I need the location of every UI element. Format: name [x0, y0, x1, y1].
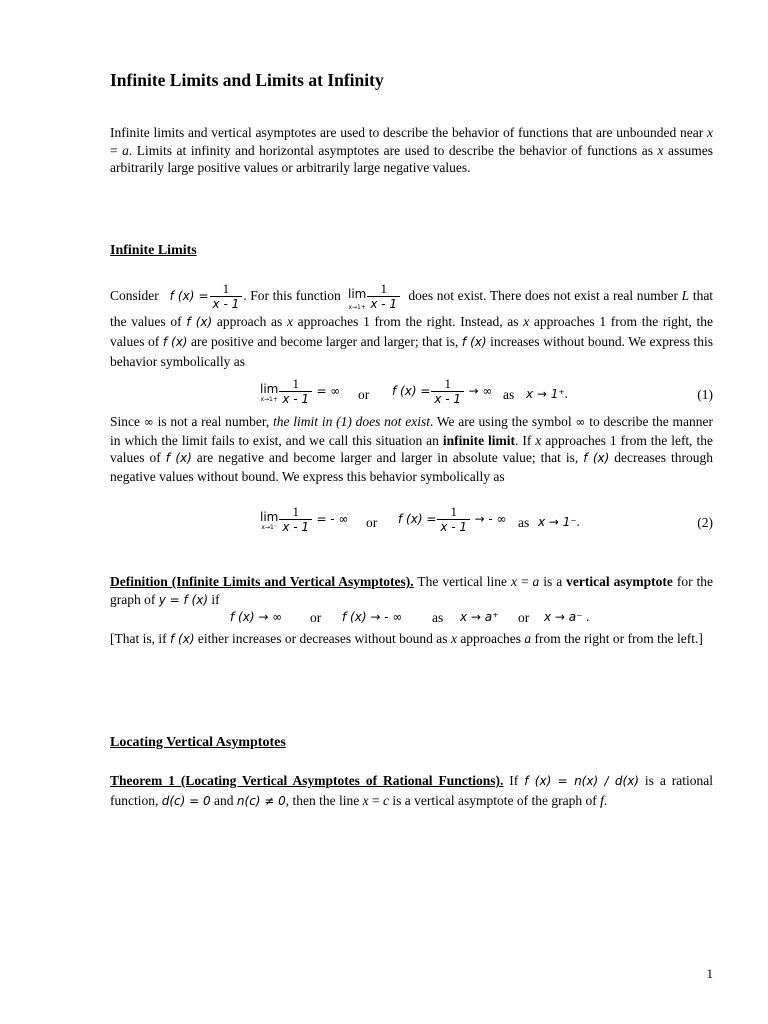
definition-conditions: f (x) → ∞ or f (x) → - ∞ as x → a⁺ or x → a⁻ .	[230, 610, 591, 625]
definition-note: [That is, if f (x) either increases or decreases without bound as x approaches a from the right or from the left.]	[110, 631, 703, 646]
infinite-limits-paragraph: Consider f (x) = $\frac{1}{x - 1}$ . For this function lim x→1+ $\frac{1}{x - 1}$ does not exist. There does not exist a real number L that the values of f (x) approach as x approaches 1 from the right. Instead, as x approaches 1 from the right, the values of f (x) are positive and become larger and larger; that is, f (x) increases without bound. We express this behavior symbolically as	[110, 281, 714, 369]
equation-2: lim x→1⁻ $\frac{1}{x - 1}$ = - ∞ or f (x) = $\frac{1}{x - 1}$ → - ∞ as x → 1⁻. (2)	[260, 504, 713, 534]
equation-1: lim x→1+ $\frac{1}{x - 1}$ = ∞ or f (x) = $\frac{1}{x - 1}$ → ∞ as x → 1⁺. (1)	[260, 376, 713, 406]
section-heading-infinite-limits: Infinite Limits	[110, 243, 197, 258]
section-heading-vertical-asymptotes: Locating Vertical Asymptotes	[110, 735, 286, 750]
since-paragraph: Since ∞ is not a real number, the limit in (1) does not exist. We are using the symbol ∞ to describe the manner in which the limit fails to exist, and we call this situation an infinite limit. If x approaches 1 from the left, the values of f (x) are negative and become larger and larger in absolute value; that is, f (x) decreases through negative values without bound. We express this behavior symbolically as	[110, 414, 713, 484]
page-title: Infinite Limits and Limits at Infinity	[110, 70, 384, 90]
page-number: 1	[706, 966, 713, 981]
definition-paragraph: Definition (Infinite Limits and Vertical Asymptotes). The vertical line x = a is a vertical asymptote for the graph of y = f (x) if	[110, 574, 714, 607]
intro-paragraph: Infinite limits and vertical asymptotes are used to describe the behavior of functions that are unbounded near x = a. Limits at infinity and horizontal asymptotes are used to describe the behavior of functions as x assumes arbitrarily large positive values or arbitrarily large negative values.	[110, 125, 713, 175]
theorem-paragraph: Theorem 1 (Locating Vertical Asymptotes of Rational Functions). If f (x) = n(x) / d(x) is a rational function, d(c) = 0 and n(c) ≠ 0, then the line x = c is a vertical asymptote of the graph of f.	[110, 773, 714, 808]
